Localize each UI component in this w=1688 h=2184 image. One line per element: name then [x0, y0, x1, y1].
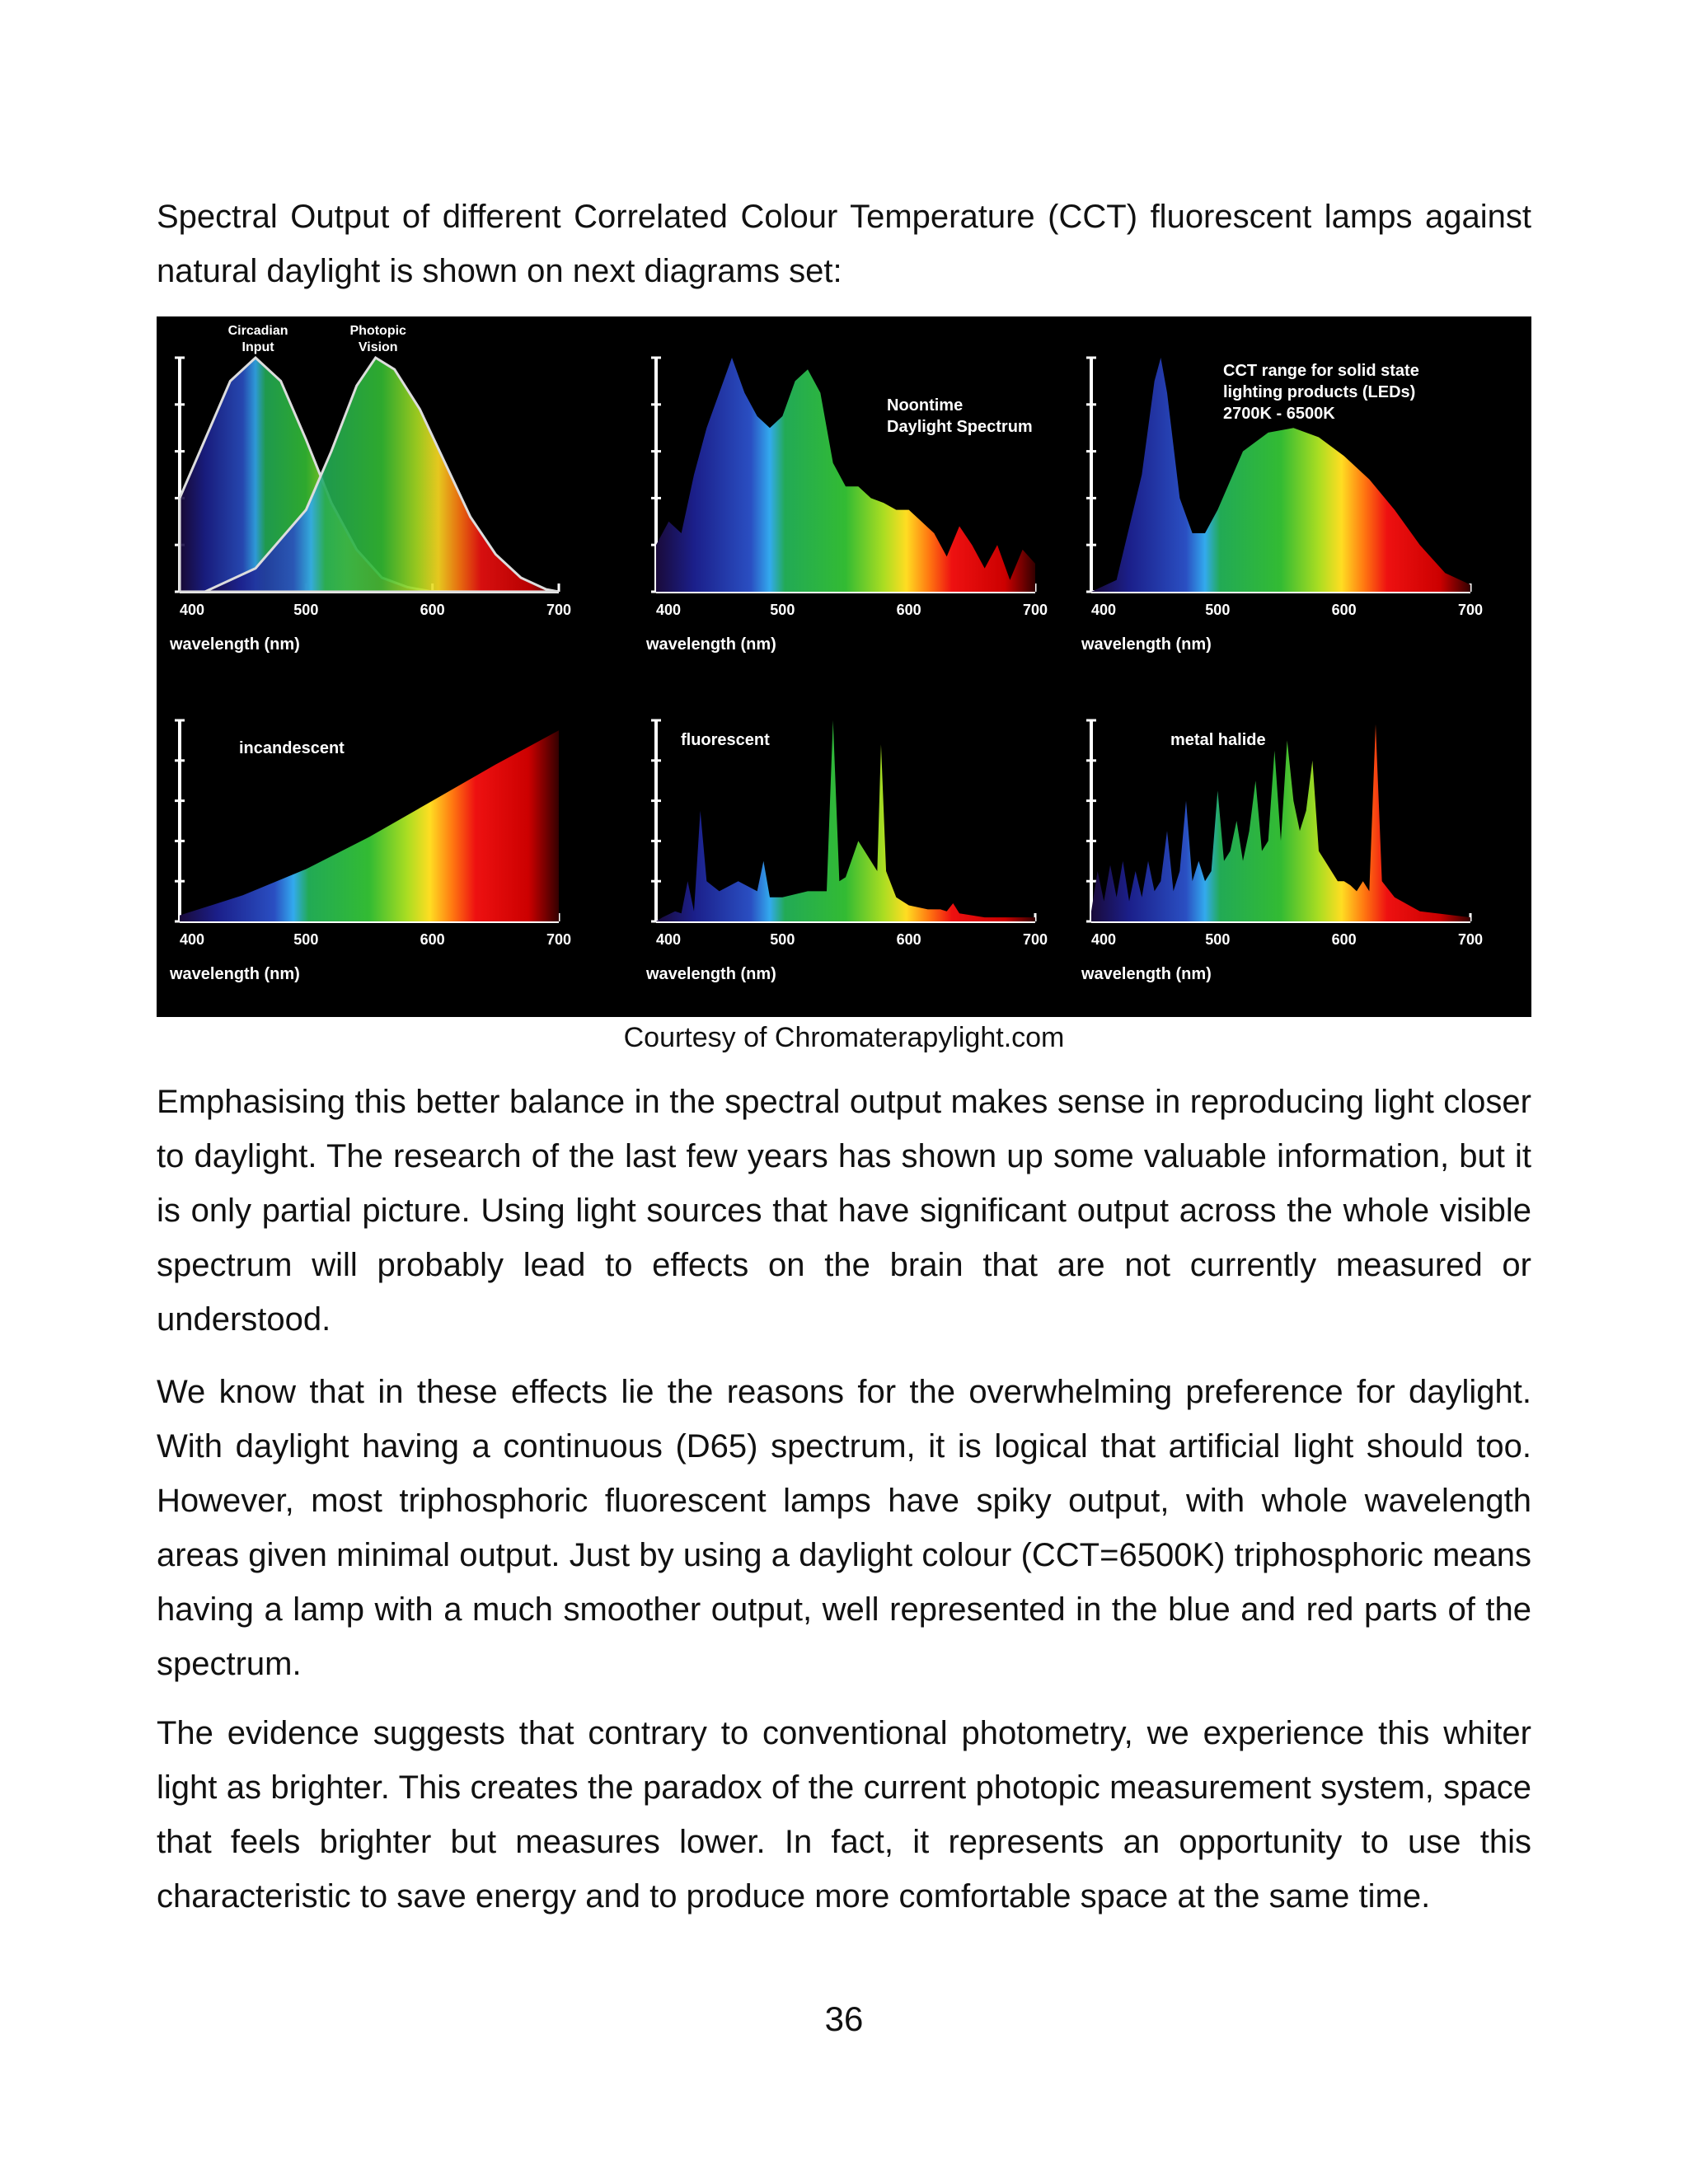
body-paragraph-1: Emphasising this better balance in the spectral output makes sense in reproducing light closer to daylight. The research of the last few years has shown up some valuable information, but it is only partial picture. Using light sources that have significant output across the whole visible spectrum will probably lead to effects on the brain that are not currently measured or understood. — [157, 1084, 1531, 1338]
annotation: CCT range for solid state — [1223, 362, 1419, 380]
annotation-circadian: Circadian — [227, 324, 288, 338]
x-tick-label: 700 — [1022, 931, 1048, 948]
x-tick-label: 400 — [1091, 602, 1117, 618]
x-axis-label: wavelength (nm) — [170, 635, 300, 654]
annotation: Noontime — [887, 396, 964, 415]
x-tick-label: 700 — [1457, 602, 1484, 618]
x-axis-label: wavelength (nm) — [646, 965, 776, 983]
annotation: metal halide — [1170, 731, 1266, 749]
annotation-circadian: Input — [241, 340, 274, 354]
x-tick-label: 400 — [656, 931, 682, 948]
annotation-photopic: Photopic — [349, 324, 406, 338]
x-tick-label: 400 — [180, 931, 205, 948]
spectrum-area — [656, 720, 1035, 921]
spectrum-area — [656, 358, 1035, 592]
x-tick-label: 600 — [896, 602, 921, 618]
x-tick-label: 500 — [1205, 602, 1231, 618]
x-axis-label: wavelength (nm) — [1081, 635, 1212, 654]
x-tick-label: 500 — [770, 602, 795, 618]
x-tick-label: 500 — [293, 602, 319, 618]
annotation-photopic: Vision — [358, 340, 398, 354]
x-tick-label: 600 — [896, 931, 921, 948]
intro-paragraph: Spectral Output of different Correlated Colour Temperature (CCT) fluorescent lamps against natural daylight is shown on next diagrams set: — [157, 199, 1531, 289]
x-tick-label: 700 — [1457, 931, 1484, 948]
page-number: 36 — [824, 1999, 864, 2038]
annotation: lighting products (LEDs) — [1223, 383, 1416, 401]
x-tick-label: 500 — [770, 931, 795, 948]
spectrum-area — [180, 730, 559, 921]
x-tick-label: 400 — [656, 602, 682, 618]
annotation: fluorescent — [681, 731, 770, 749]
x-tick-label: 700 — [546, 602, 572, 618]
spectra-figure — [157, 316, 1531, 1017]
x-tick-label: 500 — [293, 931, 319, 948]
x-tick-label: 500 — [1205, 931, 1231, 948]
body-paragraph-2: We know that in these effects lie the reasons for the overwhelming preference for daylight. With daylight having a continuous (D65) spectrum, it is logical that artificial light should too. However, most triphosphoric fluorescent lamps have spiky output, with whole wavelength areas given minimal output. Just by using a daylight colour (CCT=6500K) triphosphoric means having a lamp with a much smoother output, well represented in the blue and red parts of the spectrum. — [157, 1374, 1531, 1682]
x-tick-label: 600 — [420, 931, 445, 948]
figure-caption: Courtesy of Chromaterapylight.com — [623, 1022, 1065, 1053]
x-axis-label: wavelength (nm) — [170, 965, 300, 983]
x-tick-label: 400 — [180, 602, 205, 618]
spectrum-area — [1091, 724, 1470, 921]
x-tick-label: 700 — [546, 931, 572, 948]
spectra-chart-svg — [157, 316, 1531, 1017]
annotation: incandescent — [239, 739, 345, 757]
x-tick-label: 700 — [1022, 602, 1048, 618]
x-axis-label: wavelength (nm) — [646, 635, 776, 654]
x-tick-label: 600 — [420, 602, 445, 618]
x-axis-label: wavelength (nm) — [1081, 965, 1212, 983]
body-paragraph-3: The evidence suggests that contrary to conventional photometry, we experience this whiter light as brighter. This creates the paradox of the current photopic measurement system, space that feels brighter but measures lower. In fact, it represents an opportunity to use this characteristic to save energy and to produce more comfortable space at the same time. — [157, 1715, 1531, 1915]
annotation: 2700K - 6500K — [1223, 405, 1335, 423]
x-tick-label: 400 — [1091, 931, 1117, 948]
annotation: Daylight Spectrum — [887, 418, 1033, 436]
x-tick-label: 600 — [1331, 602, 1357, 618]
x-tick-label: 600 — [1331, 931, 1357, 948]
